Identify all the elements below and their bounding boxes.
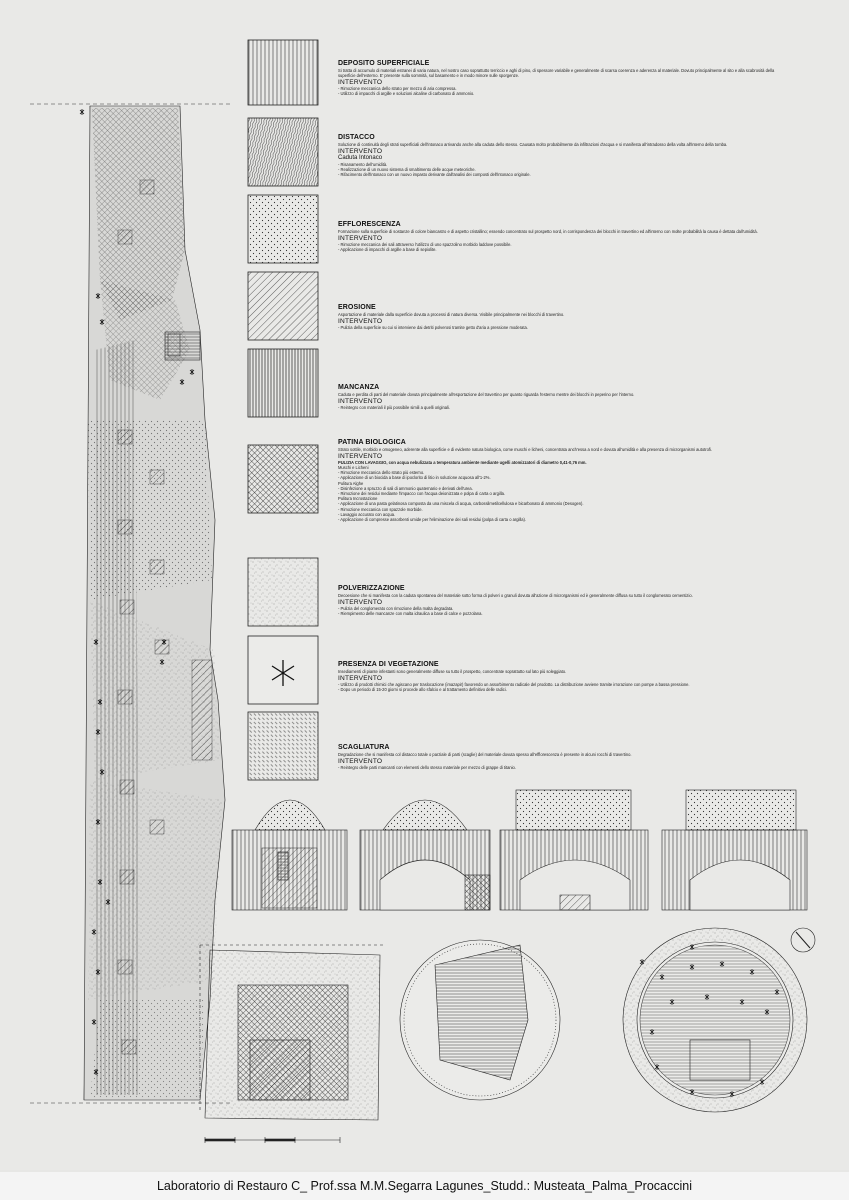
legend-items bbox=[338, 405, 788, 410]
legend-title: SCAGLIATURA bbox=[338, 744, 390, 751]
legend-title: PATINA BIOLOGICA bbox=[338, 439, 406, 446]
legend-item: - Applicazione di un biocida a base di ipoclorito di litio in soluzione acquosa all'1-2%. bbox=[338, 475, 788, 480]
legend-item: - Applicazione di impacchi di argille a base di sepiolite. bbox=[338, 247, 788, 252]
legend-desc: Si tratta di accumulo di materiali estranei di varia natura, nel nostro caso soprattutto terriccio e aghi di pino, di spessore variabile e generalmente di scarsa coerenza e aderenza al materiale. Dovuto principalmente al sito e alla scabrosità della superficie dell'esterno. E' presente sulla sommità, sul basamento e in modo minore sulle sporgenze. bbox=[338, 68, 775, 78]
swatch-scagliatura bbox=[248, 712, 318, 780]
legend-items bbox=[338, 242, 788, 252]
legend-item: Pulitura Incrostazione bbox=[338, 496, 378, 502]
legend-entry-deposito bbox=[338, 60, 788, 96]
legend-items bbox=[338, 162, 788, 178]
legend-item: - Rimozione meccanica dello strato più esterno. bbox=[338, 470, 788, 475]
legend-intervento: INTERVENTO bbox=[338, 453, 383, 460]
elevation-3 bbox=[500, 790, 648, 910]
legend-item: - Utilizzo di impacchi di argille e soluzioni alcaline di carbonato di ammonio. bbox=[338, 91, 788, 96]
legend-items bbox=[338, 86, 788, 96]
swatch-distacco bbox=[248, 118, 318, 186]
legend-item: - Disinfezione a spruzzo di sali di ammonio quaternario e derivati dell'urea. bbox=[338, 486, 788, 491]
round-plan-1 bbox=[400, 940, 560, 1100]
legend-intervento: INTERVENTO bbox=[338, 148, 383, 155]
legend-desc: Insediamenti di piante infestanti sono generalmente diffuse su tutto il prospetto, concentrate soprattutto sul lato più soleggiato. bbox=[338, 669, 567, 674]
legend-intervento: INTERVENTO bbox=[338, 318, 383, 325]
legend-title: DEPOSITO SUPERFICIALE bbox=[338, 60, 430, 67]
legend-item: - Rifacimento dell'intonaco con un nuovo impasto derivante dall'analisi dei composti dell'intonaco originale. bbox=[338, 172, 788, 177]
legend-entry-distacco bbox=[338, 134, 788, 178]
legend-intervento: INTERVENTO bbox=[338, 675, 383, 682]
legend-desc: Formazione sulla superficie di sostanze di colore biancastro e di aspetto cristallino; essendo concentrato sul prospetto nord, in corrispondenza dei blocchi in travertino ed all'interno con molte probabilità la causa è dettata dall'umidità. bbox=[338, 229, 758, 234]
legend-item: Muschi e Licheni bbox=[338, 465, 369, 470]
plan-drawings bbox=[200, 928, 815, 1143]
legend-entry-patina bbox=[338, 439, 788, 522]
legend-title: MANCANZA bbox=[338, 384, 380, 391]
legend-item: Pulitura Alghe bbox=[338, 480, 364, 486]
legend-title: PRESENZA DI VEGETAZIONE bbox=[338, 661, 439, 668]
legend-item: - Utilizzo di prodotti chimici che agiscano per traslocazione (imazapir) favorendo un assorbimento radicale del prodotto. La distribuzione avviene tramite irrorazione con pompe a bassa pressione. bbox=[338, 682, 788, 687]
legend-items bbox=[338, 765, 788, 770]
legend-item: - Pulizia della superficie su cui si interviene dai detriti polverosi tramite getto d'aria a pressione moderata. bbox=[338, 325, 788, 330]
swatch-polverizzazione bbox=[248, 558, 318, 626]
legend-items bbox=[338, 682, 788, 692]
swatch-patina bbox=[248, 445, 318, 513]
square-plan bbox=[205, 950, 380, 1120]
swatch-deposito bbox=[248, 40, 318, 105]
legend-title: DISTACCO bbox=[338, 134, 375, 141]
swatch-mancanza bbox=[248, 349, 318, 417]
legend-item: - Risanamento dell'umidità. bbox=[338, 162, 788, 167]
legend-desc: Degradazione che si manifesta col distacco totale o parziale di parti (scaglie) del materiale dovuta spesso all'efflorescenza è presente in alcuni rocchi di travertino. bbox=[338, 752, 632, 757]
elevation-1 bbox=[232, 800, 347, 910]
legend-entry-scagliatura bbox=[338, 744, 788, 770]
legend-item: - Rimozione meccanica con spazzole morbide. bbox=[338, 507, 788, 512]
legend-item: - Realizzazione di un nuovo sistema di smaltimento delle acque meteoriche. bbox=[338, 167, 788, 172]
legend-item: - Rimozione dei residui mediante l'impacco con l'acqua deionizzata e polpa di carta o argilla. bbox=[338, 491, 788, 496]
swatch-erosione bbox=[248, 272, 318, 340]
legend-subtitle: Caduta Intonaco bbox=[338, 155, 383, 161]
round-plan-2 bbox=[623, 928, 807, 1112]
elevation-2 bbox=[360, 800, 490, 910]
legend-item: - Lavaggio accurato con acqua. bbox=[338, 512, 788, 517]
plate-caption: Laboratorio di Restauro C_ Prof.ssa M.M.Segarra Lagunes_Studd.: Musteata_Palma_Procaccini bbox=[0, 1172, 849, 1200]
legend-item: - Reintegro delle parti mancanti con elementi dello stesso materiale per mezzo di grappe di titanio. bbox=[338, 765, 788, 770]
legend-desc: Caduta e perdita di parti del materiale dovuta principalmente all'esportazione del travertino per quanto riguarda l'esterno mentre dei blocchi in peperino per l'interno. bbox=[338, 392, 635, 397]
legend-entry-vegetazione bbox=[338, 661, 788, 692]
legend-swatches bbox=[248, 40, 318, 780]
legend-desc: Decoesione che si manifesta con la caduta spontanea del materiale sotto forma di polveri o granuli dovuta all'azione di microrganismi ed è generalmente diffusa su tutto il conglomerato cementizio. bbox=[338, 593, 693, 598]
legend-item: - Rimozione meccanica dello strato per mezzo di aria compressa. bbox=[338, 86, 788, 91]
legend-entry-erosione bbox=[338, 304, 788, 330]
legend-desc: Soluzione di continuità degli strati superficiali dell'intonaco arrivando anche alla caduta dello stesso. Causata molto probabilmente da infiltrazioni d'acqua e si manifesta all'intradosso della volta all'interno della tomba. bbox=[338, 142, 728, 147]
legend-intervento: INTERVENTO bbox=[338, 79, 383, 86]
legend-item: - Dopo un periodo di 15-20 giorni si procede allo sfalcio e al trattamento definitivo delle radici. bbox=[338, 687, 788, 692]
elevation-4 bbox=[662, 790, 807, 910]
legend-desc: Asportazione di materiale dalla superficie dovuta a processi di natura diversa. Visibile principalmente nei blocchi di travertino. bbox=[338, 312, 565, 317]
legend-intervento: INTERVENTO bbox=[338, 599, 383, 606]
legend-intervento: INTERVENTO bbox=[338, 398, 383, 405]
legend-entry-mancanza bbox=[338, 384, 788, 410]
legend-item: - Reintegro con materiali il più possibile simili a quelli originali. bbox=[338, 405, 788, 410]
legend-title: POLVERIZZAZIONE bbox=[338, 585, 405, 592]
legend-item: - Riempimento delle mancanze con malta idraulica a base di calce e pozzolana. bbox=[338, 611, 788, 616]
elevations-row bbox=[232, 790, 807, 910]
legend-title: EROSIONE bbox=[338, 304, 376, 311]
legend-item: - Rimozione meccanica dei sali attraverso l'utilizzo di uno spazzolino morbido laddove possibile. bbox=[338, 242, 788, 247]
legend-subtitle: PULIZIA CON LAVAGGIO, con acqua nebulizzata a temperatura ambiente mediante ugelli atomizzatori di diametro 0,41-0,76 mm. bbox=[338, 460, 587, 465]
legend-items bbox=[338, 325, 788, 330]
swatch-efflorescenza bbox=[248, 195, 318, 263]
legend-item: - Applicazione di compresse assorbenti umide per l'eliminazione dei sali residui (polpa di carta o argilla). bbox=[338, 517, 788, 522]
legend-items bbox=[338, 465, 788, 522]
north-arrow-icon bbox=[791, 928, 815, 952]
legend-entry-polverizzazione bbox=[338, 585, 788, 616]
legend-item: - Pulizia del conglomerato con rimozione della malta degradata. bbox=[338, 606, 788, 611]
legend-items bbox=[338, 606, 788, 616]
legend-intervento: INTERVENTO bbox=[338, 758, 383, 765]
legend-intervento: INTERVENTO bbox=[338, 235, 383, 242]
legend-desc: Strato sottile, morbido e omogeneo, aderente alla superficie e di evidente natura biologica, come muschi e licheni, concentrata anch'essa a nord e dovuta all'umidità e alla presenza di microrganismi autotrofi. bbox=[338, 447, 713, 452]
legend-item: - Applicazione di una pasta gelatinosa composta da una miscela di acqua, carbossilmetilcellulosa e bicarbonato di ammonio (Desogen). bbox=[338, 501, 788, 506]
legend-title: EFFLORESCENZA bbox=[338, 221, 401, 228]
legend-entry-efflorescenza bbox=[338, 221, 788, 252]
scale-bar bbox=[205, 1137, 340, 1143]
